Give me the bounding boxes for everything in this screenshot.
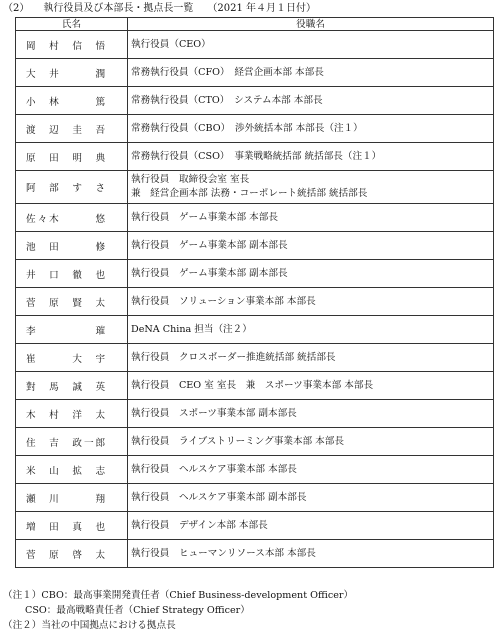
footnote-text: 当社の中国拠点における拠点長 — [41, 620, 176, 631]
officer-name: 米 山 拡 志 — [16, 456, 128, 484]
officer-position — [128, 115, 494, 143]
section-number: （2） — [3, 3, 30, 14]
table-row — [16, 204, 494, 232]
footnote — [3, 618, 353, 633]
position-line: 執行役員 クロスボーダー推進統括部 統括部長 — [131, 351, 336, 363]
table-row — [16, 428, 494, 456]
position-line: 執行役員 ゲーム事業本部 副本部長 — [131, 267, 288, 279]
officer-name: 渡 辺 圭 吾 — [16, 115, 128, 143]
position-line: 執行役員 ヘルスケア事業本部 本部長 — [131, 463, 297, 475]
officer-name: 阿 部 す さ — [16, 171, 128, 204]
table-row — [16, 232, 494, 260]
officer-position — [128, 87, 494, 115]
table-row — [16, 115, 494, 143]
officer-name: 住 吉 政一郎 — [16, 428, 128, 456]
officer-position — [128, 428, 494, 456]
position-line: 執行役員 ゲーム事業本部 副本部長 — [131, 239, 288, 251]
position-line: 常務執行役員（CTO） システム本部 本部長 — [131, 94, 323, 106]
table-row — [16, 540, 494, 568]
position-line: 執行役員 デザイン本部 本部長 — [131, 519, 268, 531]
table-row — [16, 316, 494, 344]
effective-date: （2021 年４月１日付） — [207, 3, 317, 14]
position-line: DeNA China 担当（注２） — [131, 323, 252, 335]
officer-name: 菅 原 啓 太 — [16, 540, 128, 568]
header-position: 役職名 — [128, 18, 494, 31]
officer-position — [128, 171, 494, 204]
position-line: 執行役員 ヒューマンリソース本部 本部長 — [131, 547, 316, 559]
footnote — [3, 588, 353, 603]
officer-position — [128, 204, 494, 232]
position-line: 執行役員 ライブストリーミング事業本部 本部長 — [131, 435, 344, 447]
officer-position — [128, 316, 494, 344]
table-row — [16, 456, 494, 484]
table-row — [16, 87, 494, 115]
officer-position — [128, 232, 494, 260]
table-row — [16, 484, 494, 512]
officer-position — [128, 344, 494, 372]
officer-name: 崔 大 宇 — [16, 344, 128, 372]
table-row — [16, 31, 494, 59]
position-line: 執行役員 CEO 室 室長 兼 スポーツ事業本部 本部長 — [131, 379, 374, 391]
officer-position — [128, 372, 494, 400]
position-line: 兼 経営企画本部 法務・コーポレート統括部 統括部長 — [131, 188, 368, 199]
officer-name: 増 田 真 也 — [16, 512, 128, 540]
table-row — [16, 344, 494, 372]
officer-name: 菅 原 賢 太 — [16, 288, 128, 316]
officer-name: 大 井 潤 — [16, 59, 128, 87]
officer-name: 原 田 明 典 — [16, 143, 128, 171]
position-line: 執行役員 スポーツ事業本部 副本部長 — [131, 407, 297, 419]
officer-name: 佐々木 悠 — [16, 204, 128, 232]
header-name: 氏名 — [16, 18, 128, 31]
executive-officers-table — [15, 17, 494, 568]
footnote-label: （注２） — [3, 620, 42, 631]
officer-position — [128, 540, 494, 568]
officer-name: 李 璀 — [16, 316, 128, 344]
table-row — [16, 171, 494, 204]
footnote-label: （注１） — [3, 590, 42, 601]
officer-position — [128, 484, 494, 512]
position-line: 常務執行役員（CBO） 渉外統括本部 本部長（注１） — [131, 122, 363, 134]
footnote-text: CBO：最高事業開発責任者（Chief Business-development Officer） — [41, 590, 354, 601]
position-line: 執行役員 ヘルスケア事業本部 副本部長 — [131, 491, 307, 503]
table-row — [16, 372, 494, 400]
section-heading — [3, 2, 330, 16]
officer-position — [128, 456, 494, 484]
table-row — [16, 59, 494, 87]
officer-position — [128, 143, 494, 171]
table-row — [16, 512, 494, 540]
table-row — [16, 400, 494, 428]
position-line: 執行役員 ソリューション事業本部 本部長 — [131, 295, 316, 307]
footnote-text: CSO：最高戦略責任者（Chief Strategy Officer） — [25, 605, 250, 616]
footnote — [3, 603, 353, 618]
table-header-row — [16, 18, 494, 31]
table-row — [16, 143, 494, 171]
officer-position — [128, 400, 494, 428]
officer-name: 岡 村 信 悟 — [16, 31, 128, 59]
officer-position — [128, 288, 494, 316]
position-line: 執行役員 ゲーム事業本部 本部長 — [131, 211, 278, 223]
officer-position — [128, 260, 494, 288]
officer-name: 井 口 徹 也 — [16, 260, 128, 288]
officer-position — [128, 59, 494, 87]
officer-name: 木 村 洋 太 — [16, 400, 128, 428]
position-line: 執行役員 取締役会室 室長 — [131, 174, 250, 185]
officer-name: 小 林 篤 — [16, 87, 128, 115]
table-row — [16, 288, 494, 316]
officer-position — [128, 31, 494, 59]
position-line: 常務執行役員（CFO） 経営企画本部 本部長 — [131, 66, 324, 78]
officer-name: 對 馬 誠 英 — [16, 372, 128, 400]
officer-name: 池 田 修 — [16, 232, 128, 260]
position-line: 執行役員（CEO） — [131, 38, 211, 50]
position-line: 常務執行役員（CSO） 事業戦略統括部 統括部長（注１） — [131, 150, 382, 162]
officer-position — [128, 512, 494, 540]
officer-name: 瀬 川 翔 — [16, 484, 128, 512]
section-title: 執行役員及び本部長・拠点長一覧 — [43, 3, 194, 14]
footnotes — [3, 588, 353, 633]
table-row — [16, 260, 494, 288]
